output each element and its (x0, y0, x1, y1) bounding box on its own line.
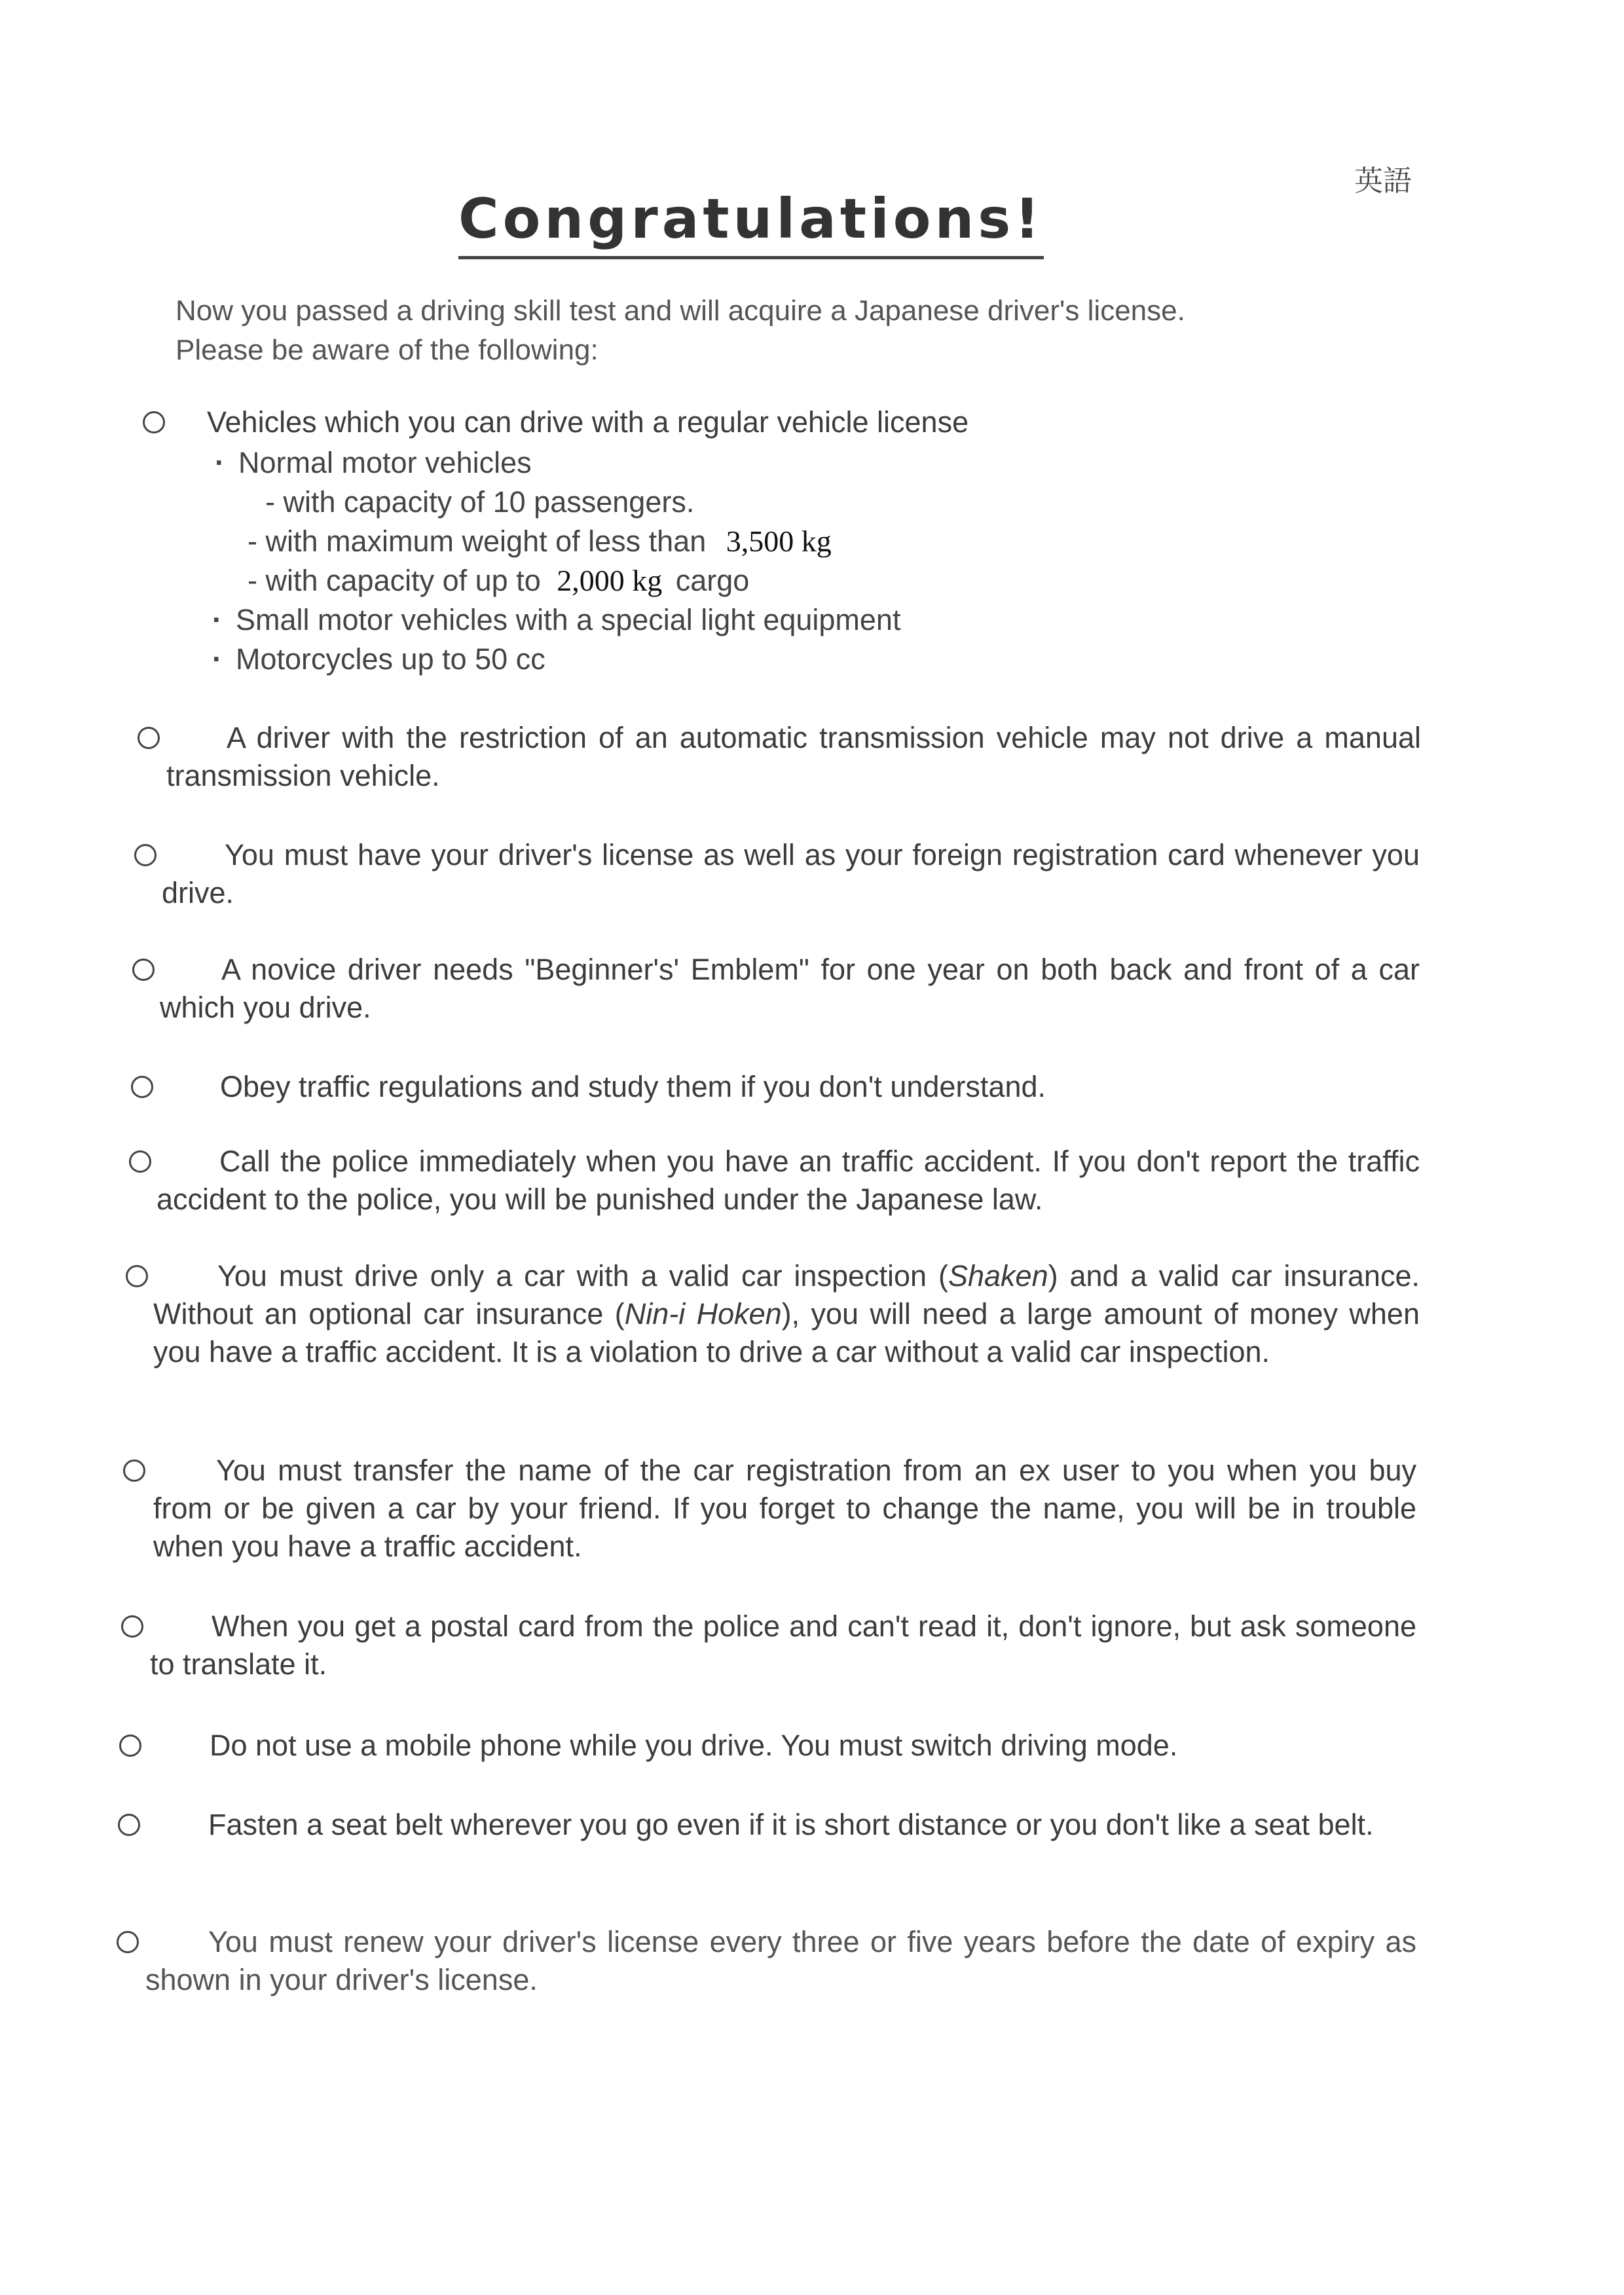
vehicles-capacity: - with capacity of 10 passengers. (265, 485, 695, 519)
vehicles-max-weight: - with maximum weight of less than 3,500 kg (248, 524, 832, 558)
list-item-obey: Obey traffic regulations and study them if you don't understand. (131, 1068, 1420, 1106)
circle-bullet-icon (138, 727, 160, 749)
circle-bullet-icon (131, 1076, 153, 1098)
intro-text (175, 291, 1185, 370)
vehicles-heading: Vehicles which you can drive with a regular vehicle license (207, 405, 969, 439)
language-tag: 英語 (1354, 164, 1412, 198)
list-item-seatbelt: Fasten a seat belt wherever you go even if it is short distance or you don't like a seat belt. (118, 1806, 1416, 1844)
vehicles-motorcycles: · Motorcycles up to 50 cc (212, 640, 545, 679)
list-item-phone: Do not use a mobile phone while you drive. You must switch driving mode. (119, 1727, 1416, 1765)
circle-bullet-icon (119, 1735, 141, 1757)
vehicles-small: · Small motor vehicles with a special light equipment (212, 600, 900, 640)
dot-bullet-icon: · (212, 642, 222, 676)
vehicles-cargo: - with capacity of up to 2,000 kg cargo (248, 564, 750, 597)
dot-bullet-icon: · (215, 446, 225, 479)
list-item-renew: You must renew your driver's license every three or five years before the date of expiry as shown in your driver's license. (117, 1923, 1416, 1999)
page-title: Congratulations! (458, 187, 1044, 259)
circle-bullet-icon (118, 1814, 140, 1836)
list-item-vehicles (143, 403, 1420, 441)
intro-line-2: Please be aware of the following: (175, 334, 599, 366)
circle-bullet-icon (121, 1615, 143, 1638)
list-item-postal: When you get a postal card from the police and can't read it, don't ignore, but ask someone to translate it. (121, 1607, 1416, 1683)
list-item-automatic: A driver with the restriction of an automatic transmission vehicle may not drive a manual transmission vehicle. (138, 719, 1421, 795)
vehicles-normal: · Normal motor vehicles (215, 443, 532, 483)
circle-bullet-icon (134, 844, 157, 866)
list-item-police: Call the police immediately when you have an traffic accident. If you don't report the traffic accident to the police, you will be punished under the Japanese law. (129, 1143, 1420, 1219)
circle-bullet-icon (123, 1460, 145, 1482)
list-item-novice: A novice driver needs "Beginner's' Emblem" for one year on both back and front of a car which you drive. (132, 951, 1420, 1027)
circle-bullet-icon (117, 1931, 139, 1953)
list-item-carry-license: You must have your driver's license as well as your foreign registration card whenever you drive. (134, 836, 1420, 912)
circle-bullet-icon (126, 1265, 148, 1287)
list-item-transfer: You must transfer the name of the car registration from an ex user to you when you buy from or be given a car by your friend. If you forget to change the name, you will be in trouble when you have a traffic accident. (123, 1452, 1416, 1566)
circle-bullet-icon (129, 1150, 151, 1173)
circle-bullet-icon (132, 959, 155, 981)
list-item-inspection: You must drive only a car with a valid car inspection (Shaken) and a valid car insurance. Without an optional car insurance (Nin-i Hoken), you will need a large amount of money when you have a traffic accident. It is a violation to drive a car without a valid car inspection. (126, 1257, 1420, 1371)
circle-bullet-icon (143, 411, 165, 433)
dot-bullet-icon: · (212, 603, 222, 636)
intro-line-1: Now you passed a driving skill test and will acquire a Japanese driver's license. (175, 295, 1185, 327)
